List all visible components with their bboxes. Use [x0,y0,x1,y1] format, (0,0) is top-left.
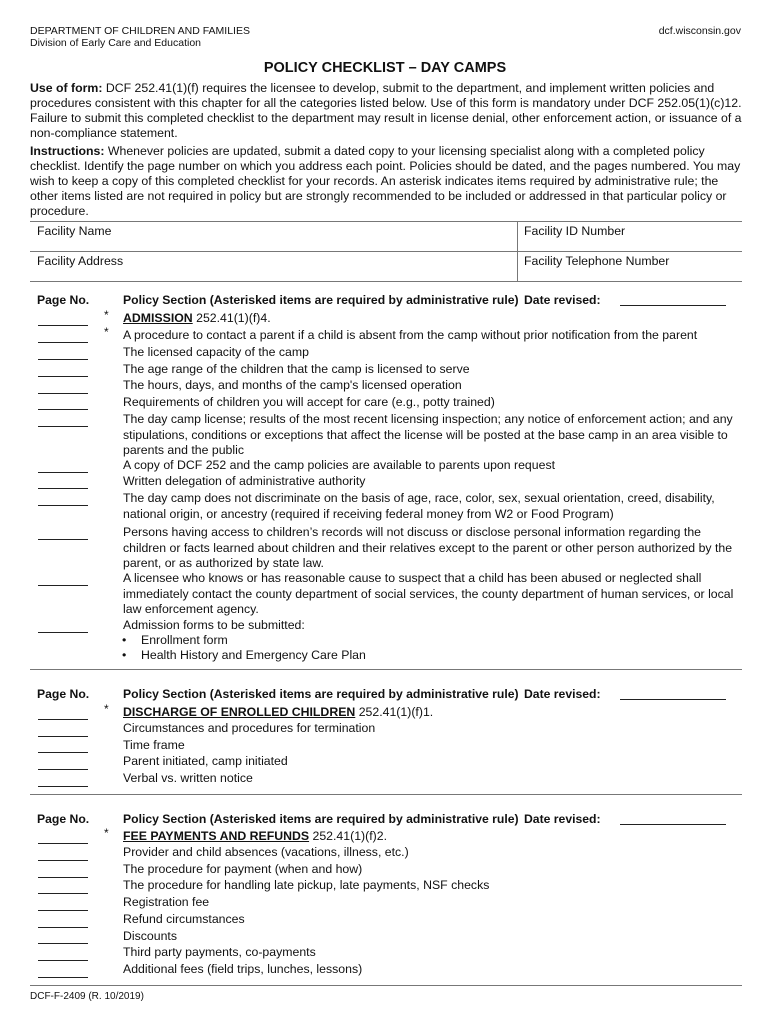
checklist-item: A procedure to contact a parent if a child is absent from the camp without prior notification from the parent [123,328,698,342]
section-name: DISCHARGE OF ENROLLED CHILDREN [123,705,356,719]
page-no-input[interactable] [38,736,88,737]
page-no-input[interactable] [38,977,88,978]
section-divider [30,669,742,670]
checklist-item: The licensed capacity of the camp [123,345,309,359]
section-ref: 252.41(1)(f)2. [309,829,387,843]
required-asterisk: * [104,826,109,840]
page-no-input[interactable] [38,488,88,489]
page-no-input[interactable] [38,325,88,326]
checklist-item: Registration fee [123,895,210,909]
page-no-input[interactable] [38,409,88,410]
instructions-text: Whenever policies are updated, submit a dated copy to your licensing specialist along with a completed policy checklist. Identify the page number on which you address each point. Policies should be dated, and the pages numbered. You may wish to keep a copy of this completed checklist for your records. An asterisk indicates items required by administrative rule; the other items listed are not required in policy but are strongly recommended to be included or addressed in that particular policy or procedure. [30,144,741,218]
section-name: FEE PAYMENTS AND REFUNDS [123,829,310,843]
checklist-item: Parent initiated, camp initiated [123,754,288,768]
checklist-item: Requirements of children you will accept for care (e.g., potty trained) [123,395,495,409]
department-name: DEPARTMENT OF CHILDREN AND FAMILIES [30,25,250,37]
page-no-input[interactable] [38,632,88,633]
required-asterisk: * [104,702,109,716]
policy-section-header: Policy Section (Asterisked items are required by administrative rule) [123,687,519,701]
date-revised-input[interactable] [620,824,726,825]
section-title-fee-payments [123,829,735,845]
form-number: DCF-F-2409 (R. 10/2019) [30,991,144,1002]
section-title-admission [123,311,735,327]
section-divider [30,985,742,986]
date-revised-input[interactable] [620,305,726,306]
checklist-item: The age range of the children that the camp is licensed to serve [123,362,470,376]
bullet-item: • Enrollment form [122,633,228,647]
checklist-item: Refund circumstances [123,912,245,926]
section-ref: 252.41(1)(f)4. [192,311,271,325]
checklist-item: Additional fees (field trips, lunches, lessons) [123,962,363,976]
page-no-input[interactable] [38,359,88,360]
section-title-discharge [123,705,735,721]
page-no-input[interactable] [38,877,88,878]
section-divider [30,794,742,795]
use-of-form-label: Use of form: [30,81,103,95]
checklist-item: Admission forms to be submitted: [123,618,305,632]
page-no-input[interactable] [38,943,88,944]
page-no-input[interactable] [38,472,88,473]
date-revised-input[interactable] [620,699,726,700]
page-no-input[interactable] [38,927,88,928]
use-of-form-paragraph [30,81,742,141]
checklist-item: Time frame [123,738,185,752]
bullet-item: • Health History and Emergency Care Plan [122,648,366,662]
date-revised-label: Date revised: [524,812,601,826]
checklist-item: Circumstances and procedures for termination [123,721,376,735]
page-no-input[interactable] [38,860,88,861]
date-revised-label: Date revised: [524,687,601,701]
page-no-input[interactable] [38,342,88,343]
section-ref: 252.41(1)(f)1. [355,705,434,719]
checklist-item: The day camp does not discriminate on the basis of age, race, color, sex, sexual orientation, creed, disability, national origin, or ancestry (required if receiving federal money from W2 or Food Program) [123,491,715,521]
instructions-paragraph [30,144,742,219]
use-of-form-text: DCF 252.41(1)(f) requires the licensee to develop, submit to the department, and implement written policies and procedures consistent with this chapter for all the categories listed below. Use of this form is mandatory under DCF 252.05(1)(c)12. Failure to submit this completed checklist to the department may result in license denial, other enforcement action, or issuance of a non-compliance statement. [30,81,742,140]
page-no-input[interactable] [38,505,88,506]
policy-section-header: Policy Section (Asterisked items are required by administrative rule) [123,293,519,307]
page-no-input[interactable] [38,585,88,586]
checklist-item: Written delegation of administrative authority [123,474,366,488]
checklist-item: Discounts [123,929,177,943]
required-asterisk: * [104,308,109,322]
required-asterisk: * [104,325,109,339]
facility-id-field[interactable]: Facility ID Number [524,224,626,238]
page-no-header: Page No. [37,812,90,826]
page-no-header: Page No. [37,687,90,701]
date-revised-label: Date revised: [524,293,601,307]
division-name: Division of Early Care and Education [30,37,202,49]
page-no-header: Page No. [37,293,90,307]
page-no-input[interactable] [38,376,88,377]
page-no-input[interactable] [38,910,88,911]
facility-name-field[interactable]: Facility Name [37,224,112,238]
checklist-item: Provider and child absences (vacations, illness, etc.) [123,845,409,859]
page-no-input[interactable] [38,893,88,894]
page-no-input[interactable] [38,960,88,961]
checklist-item: Persons having access to children’s records will not discuss or disclose personal information regarding the children or facts learned about children and their relatives except to the parent or other person authorized by the parent, or as authorized by state law. [123,525,733,570]
facility-address-field[interactable]: Facility Address [37,254,124,268]
checklist-item: A licensee who knows or has reasonable cause to suspect that a child has been abused or neglected shall immediately contact the county department of social services, the county department of human services, or local law enforcement agency. [123,571,734,616]
policy-section-header: Policy Section (Asterisked items are required by administrative rule) [123,812,519,826]
page-no-input[interactable] [38,786,88,787]
checklist-item: A copy of DCF 252 and the camp policies are available to parents upon request [123,458,556,472]
website-link[interactable]: dcf.wisconsin.gov [658,25,741,37]
checklist-item: The hours, days, and months of the camp's licensed operation [123,378,462,392]
page-no-input[interactable] [38,752,88,753]
page-no-input[interactable] [38,719,88,720]
section-name: ADMISSION [123,311,193,325]
page-title: POLICY CHECKLIST – DAY CAMPS [263,60,507,76]
checklist-item: The procedure for payment (when and how) [123,862,363,876]
page-no-input[interactable] [38,426,88,427]
page-no-input[interactable] [38,393,88,394]
facility-phone-field[interactable]: Facility Telephone Number [524,254,670,268]
checklist-item: The procedure for handling late pickup, late payments, NSF checks [123,878,490,892]
instructions-label: Instructions: [30,144,105,158]
checklist-item: Third party payments, co-payments [123,945,316,959]
page-no-input[interactable] [38,539,88,540]
page-no-input[interactable] [38,843,88,844]
checklist-item: Verbal vs. written notice [123,771,253,785]
page-no-input[interactable] [38,769,88,770]
checklist-item: The day camp license; results of the most recent licensing inspection; any notice of enforcement action; and any stipulations, conditions or exceptions that affect the license will be posted at the base camp in an area visible to parents and the public [123,412,733,457]
